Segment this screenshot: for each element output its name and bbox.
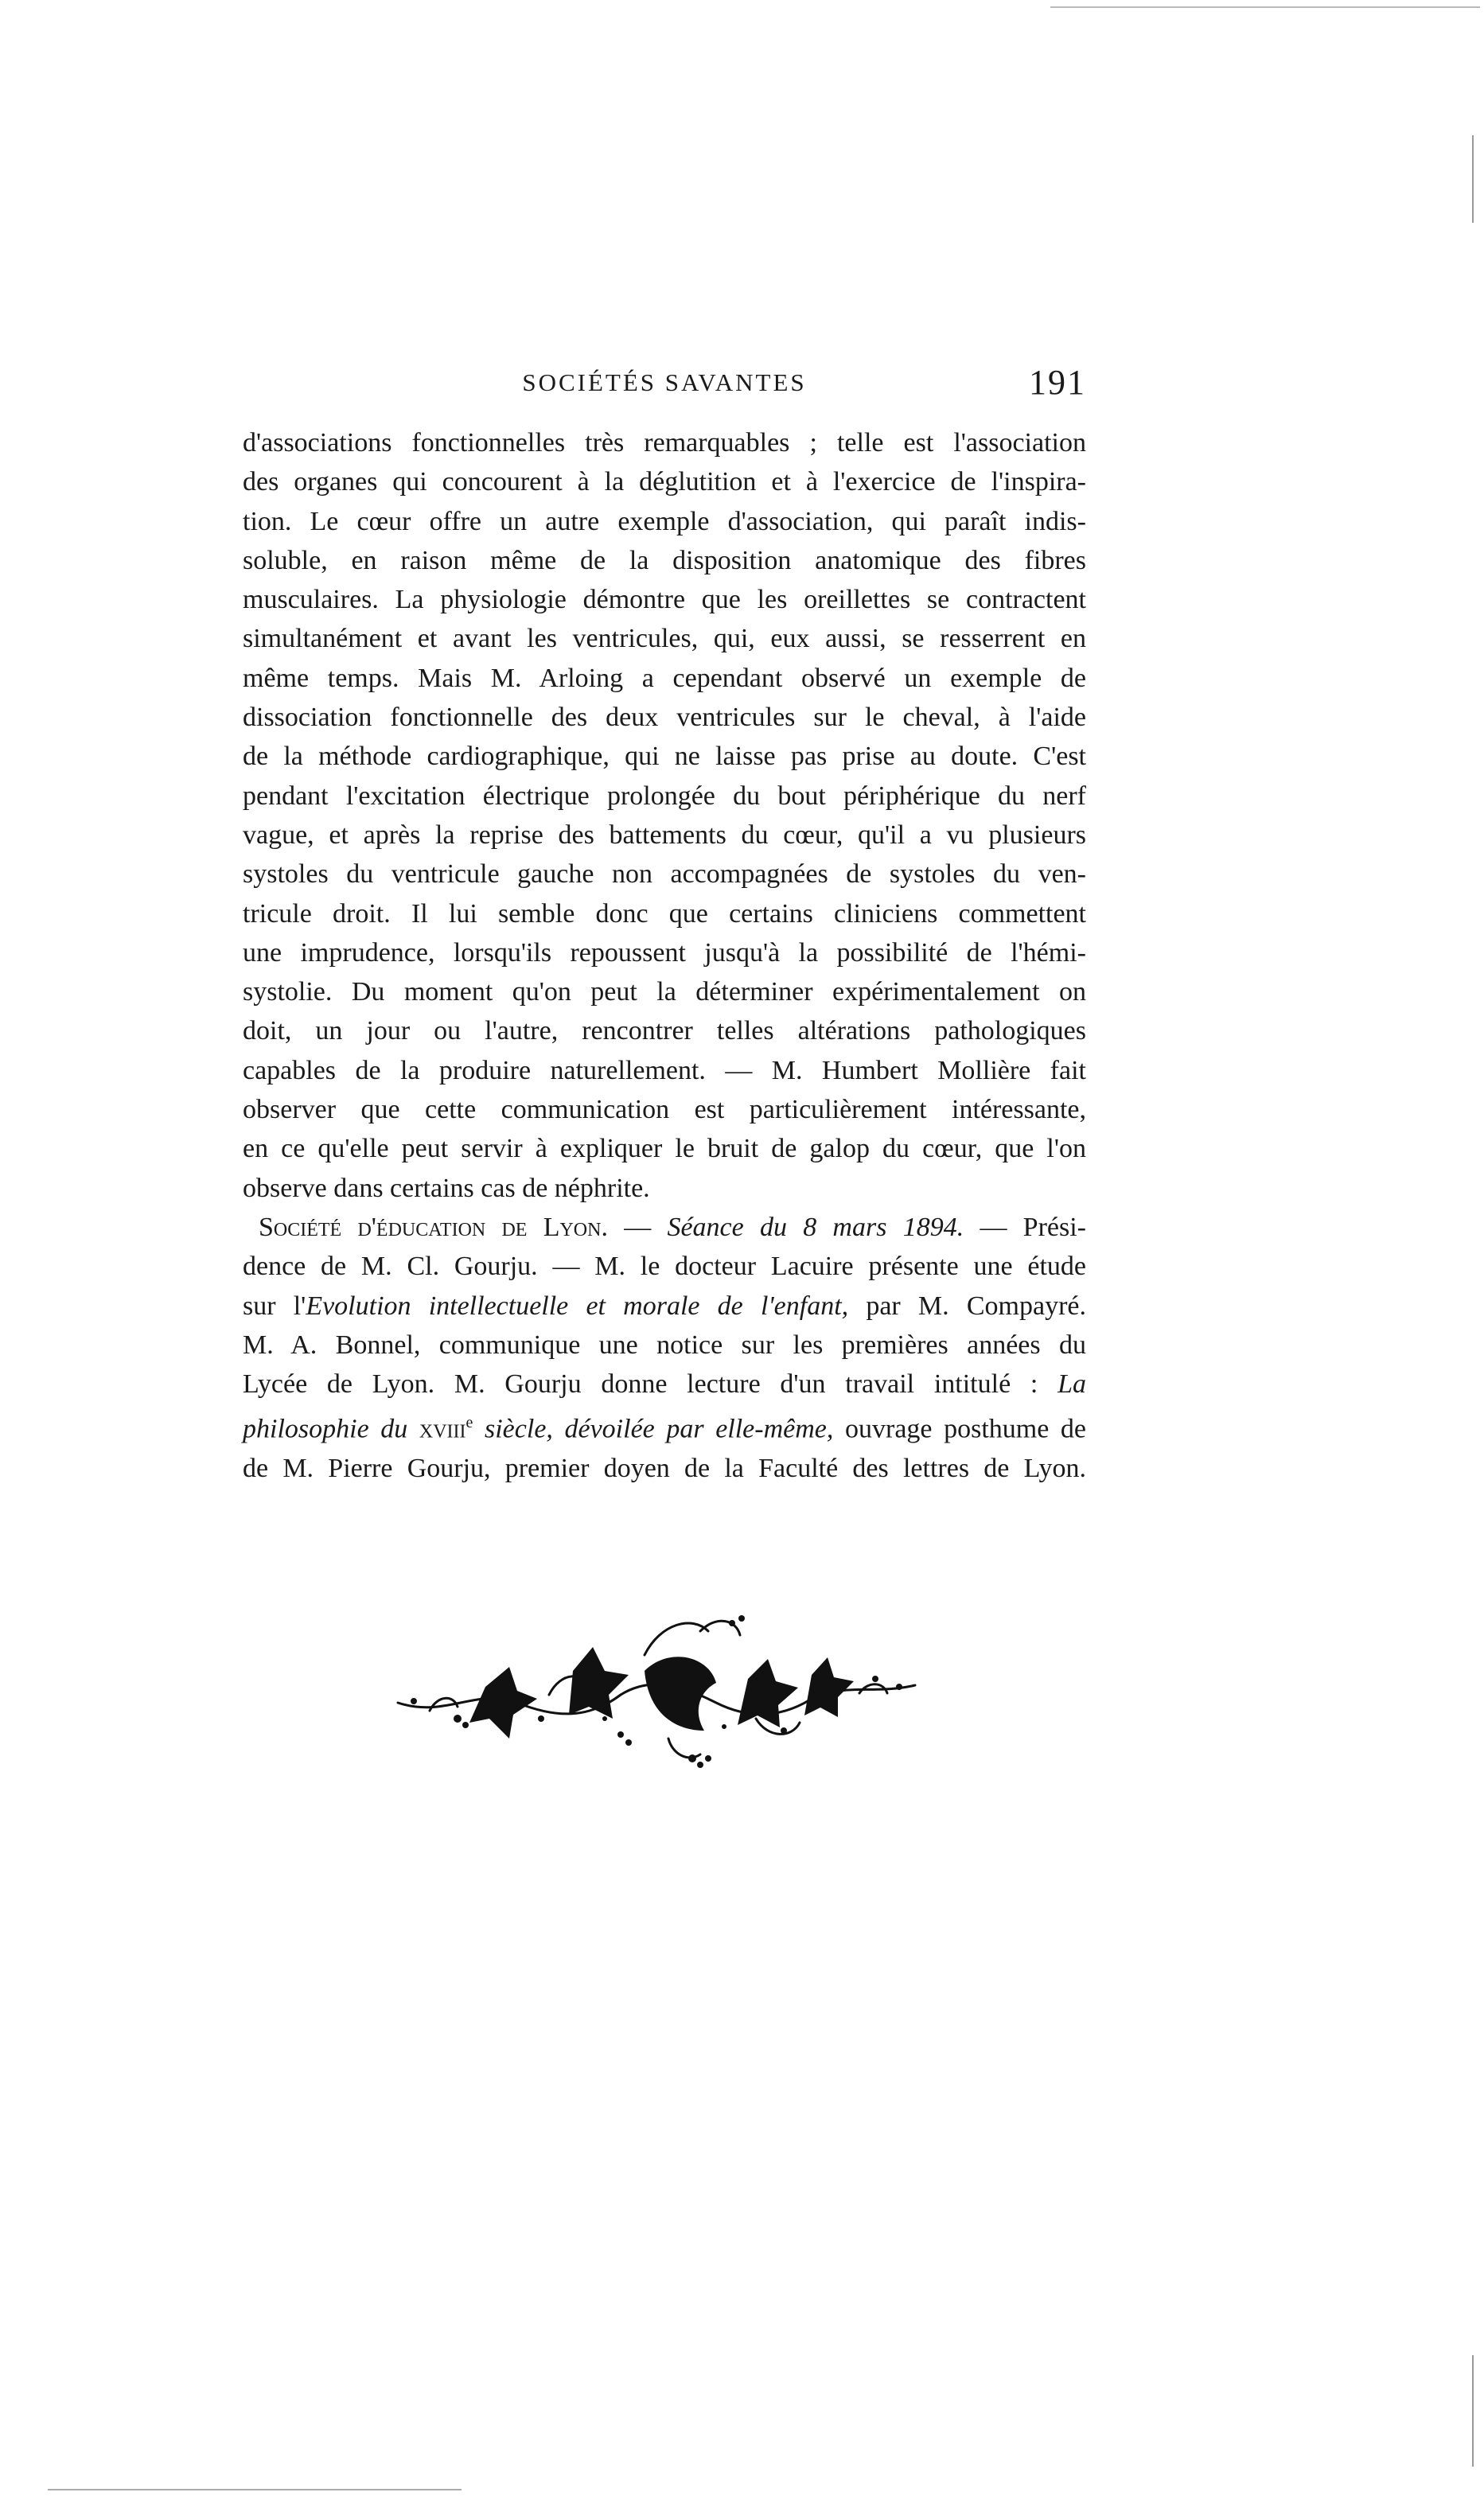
text-line: systolie. Du moment qu'on peut la déterminer expérimentalement on	[243, 977, 1086, 1007]
text-line: doit, un jour ou l'autre, rencontrer telles altérations pathologiques	[243, 1016, 1086, 1046]
text-line	[243, 1365, 1086, 1404]
vine-ornament-tailpiece	[382, 1599, 939, 1782]
body-text	[243, 423, 1086, 1488]
text-line: observe dans certains cas de néphrite.	[243, 1173, 650, 1203]
century-suffix: e	[465, 1414, 473, 1432]
text-line: une imprudence, lorsqu'ils repoussent jusqu'à la possibilité de l'hémi-	[243, 937, 1086, 968]
text-line: capables de la produire naturellement. — M. Humbert Mollière fait	[243, 1055, 1086, 1085]
text-line	[243, 1404, 1086, 1449]
text-line: tion. Le cœur offre un autre exemple d'association, qui paraît indis-	[243, 506, 1086, 536]
text-line: dissociation fonctionnelle des deux ventricules sur le cheval, à l'aide	[243, 703, 1086, 733]
text-line: musculaires. La physiologie démontre que les oreillettes se contractent	[243, 585, 1086, 615]
work-title-end: siècle, dévoilée par elle-même,	[473, 1414, 834, 1444]
scan-edge-mark	[1472, 2355, 1474, 2467]
text-line: observer que cette communication est particulièrement intéressante,	[243, 1095, 1086, 1125]
paragraph-societe-education	[243, 1208, 1086, 1488]
text-line: vague, et après la reprise des battements du cœur, qu'il a vu plusieurs	[243, 820, 1086, 850]
text-run: sur l'	[243, 1291, 306, 1321]
paragraph-arloing	[243, 423, 1086, 1208]
text-line: tricule droit. Il lui semble donc que certains cliniciens commettent	[243, 898, 1086, 929]
text-line: dence de M. Cl. Gourju. — M. le docteur Lacuire présente une étude	[243, 1252, 1086, 1282]
society-name: Société d'éducation de Lyon.	[259, 1212, 608, 1242]
session-date: Séance du 8 mars 1894.	[667, 1212, 964, 1242]
text-run: Lycée de Lyon. M. Gourju donne lecture d'un travail intitulé :	[243, 1369, 1058, 1400]
page-number: 191	[1029, 363, 1086, 402]
text-line: soluble, en raison même de la disposition anatomique des fibres	[243, 545, 1086, 575]
text-line	[243, 1287, 1086, 1326]
text-line: simultanément et avant les ventricules, qui, eux aussi, se resserrent en	[243, 624, 1086, 654]
running-head	[243, 362, 1086, 410]
text-line	[243, 1208, 1086, 1247]
scan-edge-mark	[1050, 6, 1480, 8]
book-title: Evolution intellectuelle et morale de l'enfant,	[306, 1291, 849, 1321]
text-line: en ce qu'elle peut servir à expliquer le bruit de galop du cœur, que l'on	[243, 1134, 1086, 1164]
text-run: ouvrage posthume de	[833, 1414, 1087, 1444]
text-line: des organes qui concourent à la déglutition et à l'exercice de l'inspira-	[243, 467, 1086, 497]
running-title: SOCIÉTÉS SAVANTES	[522, 368, 807, 396]
scan-edge-mark	[1472, 135, 1474, 223]
dash: —	[607, 1212, 668, 1242]
text-line: systoles du ventricule gauche non accompagnées de systoles du ven-	[243, 859, 1086, 890]
work-title-start: La	[1057, 1369, 1086, 1400]
century-numeral: xviii	[419, 1414, 466, 1444]
line-tail: — Prési-	[964, 1212, 1086, 1242]
work-title: philosophie du	[243, 1414, 419, 1444]
scan-edge-mark	[48, 2489, 462, 2490]
text-line: d'associations fonctionnelles très remarquables ; telle est l'association	[243, 428, 1086, 458]
text-run: par M. Compayré.	[848, 1291, 1086, 1321]
text-line: de M. Pierre Gourju, premier doyen de la Faculté des lettres de Lyon.	[243, 1454, 1086, 1484]
text-line: même temps. Mais M. Arloing a cependant observé un exemple de	[243, 663, 1086, 693]
text-line: de la méthode cardiographique, qui ne laisse pas prise au doute. C'est	[243, 742, 1086, 772]
text-line: pendant l'excitation électrique prolongée du bout périphérique du nerf	[243, 781, 1086, 811]
text-line: M. A. Bonnel, communique une notice sur les premières années du	[243, 1330, 1086, 1360]
